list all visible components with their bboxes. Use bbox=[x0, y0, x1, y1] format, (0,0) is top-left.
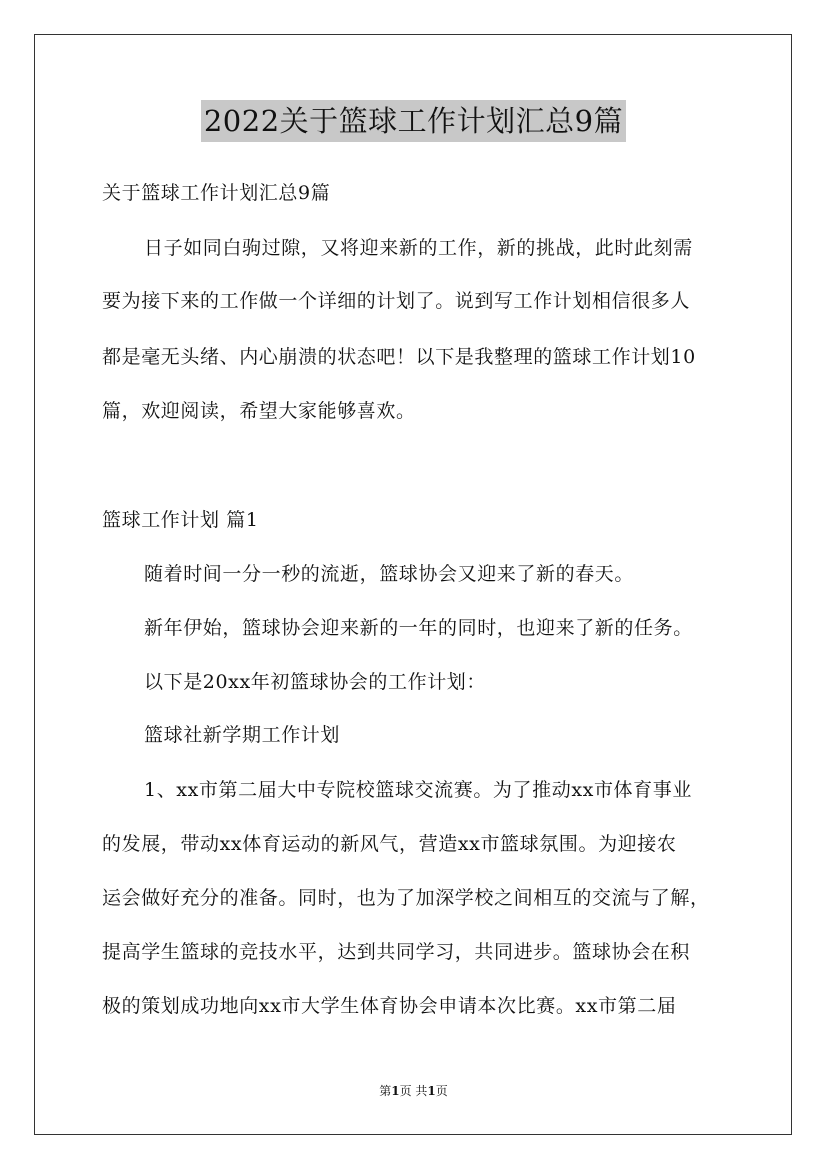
page-footer bbox=[0, 1083, 827, 1099]
document-title: 2022关于篮球工作计划汇总9篇 bbox=[201, 100, 626, 142]
section-heading: 篮球工作计划 篇1 bbox=[102, 509, 259, 531]
footer-page-total: 1 bbox=[427, 1084, 436, 1098]
section-line-4: 篮球社新学期工作计划 bbox=[144, 724, 341, 746]
intro-line-1: 日子如同白驹过隙，又将迎来新的工作，新的挑战，此时此刻需 bbox=[144, 237, 693, 259]
footer-page-mid: 页 共 bbox=[399, 1084, 428, 1098]
item-line-1: 1、xx市第二届大中专院校篮球交流赛。为了推动xx市体育事业 bbox=[144, 779, 692, 801]
title-container bbox=[0, 100, 827, 142]
section-line-2: 新年伊始，篮球协会迎来新的一年的同时，也迎来了新的任务。 bbox=[144, 617, 693, 639]
intro-line-2: 要为接下来的工作做一个详细的计划了。说到写工作计划相信很多人 bbox=[102, 290, 691, 312]
item-line-4: 提高学生篮球的竞技水平，达到共同学习，共同进步。篮球协会在积 bbox=[102, 941, 691, 963]
section-line-1: 随着时间一分一秒的流逝，篮球协会又迎来了新的春天。 bbox=[144, 563, 635, 585]
section-line-3: 以下是20xx年初篮球协会的工作计划： bbox=[144, 671, 487, 693]
intro-line-4: 篇，欢迎阅读，希望大家能够喜欢。 bbox=[102, 400, 416, 422]
item-line-5: 极的策划成功地向xx市大学生体育协会申请本次比赛。xx市第二届 bbox=[102, 995, 677, 1017]
item-line-2: 的发展，带动xx体育运动的新风气，营造xx市篮球氛围。为迎接农 bbox=[102, 833, 677, 855]
footer-page-prefix: 第 bbox=[379, 1084, 392, 1098]
footer-page-suffix: 页 bbox=[435, 1084, 448, 1098]
footer-page-number: 1 bbox=[391, 1084, 400, 1098]
item-line-3: 运会做好充分的准备。同时，也为了加深学校之间相互的交流与了解， bbox=[102, 887, 710, 909]
subtitle: 关于篮球工作计划汇总9篇 bbox=[102, 182, 331, 204]
intro-line-3: 都是毫无头绪、内心崩溃的状态吧！以下是我整理的篮球工作计划10 bbox=[102, 346, 696, 368]
